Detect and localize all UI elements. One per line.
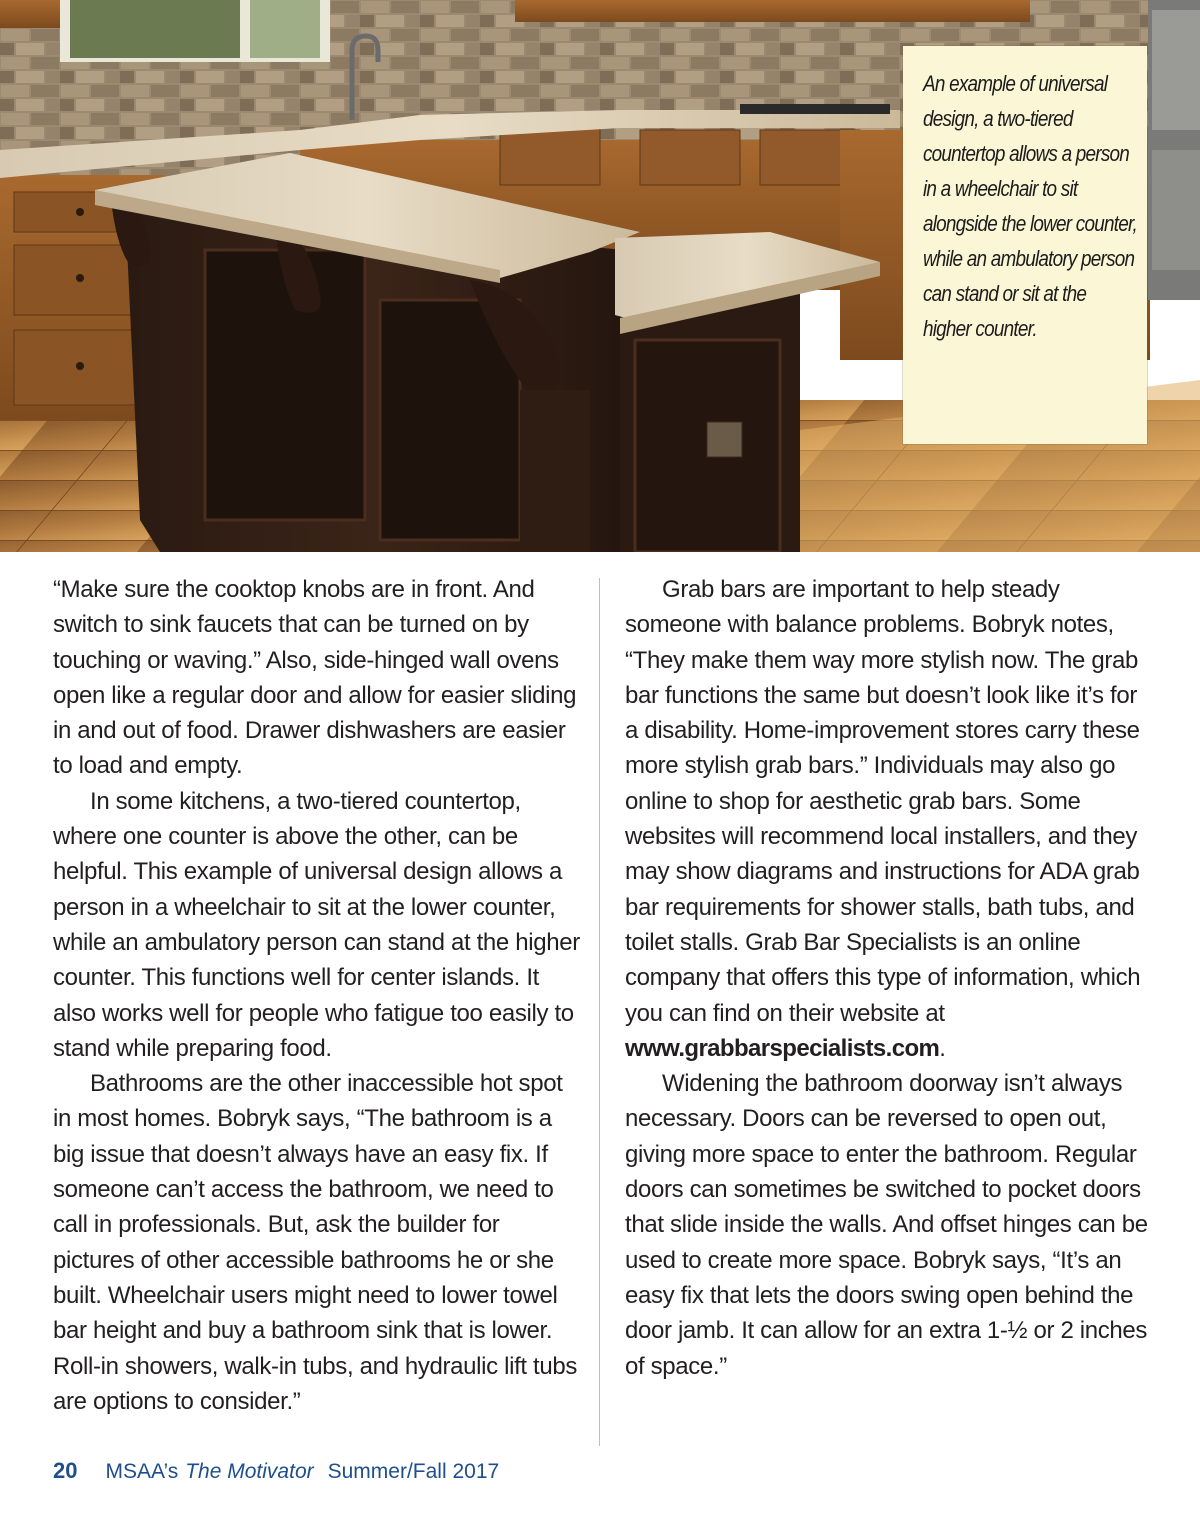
- paragraph: Bathrooms are the other inaccessible hot spot in most homes. Bobryk says, “The bathroom is a big issue that doesn’t always have an easy fix. If someone can’t access the bathroom, we need to call in professionals. But, ask the builder for pictures of other accessible bathrooms he or she built. Wheelchair users might need to lower towel bar height and buy a bathroom sink that is lower. Roll-in showers, walk-in tubs, and hydraulic lift tubs are options to consider.”: [53, 1070, 577, 1415]
- article-right-column: [625, 572, 1150, 1384]
- publisher-name: MSAA’s: [105, 1460, 179, 1483]
- photo-caption: An example of universal design, a two-tiered countertop allows a person in a wheelchair to sit alongside the lower counter, while an ambulatory person can stand or sit at the higher counter.: [923, 71, 1137, 341]
- column-divider: [599, 578, 600, 1446]
- page-number: 20: [53, 1458, 78, 1483]
- magazine-title: The Motivator: [185, 1460, 314, 1483]
- website-link[interactable]: www.grabbarspecialists.com: [625, 1034, 940, 1062]
- paragraph: [625, 572, 1150, 1066]
- paragraph-text: Grab bars are important to help steady someone with balance problems. Bobryk notes, “They make them way more stylish now. The grab bar functions the same but doesn’t look like it’s for a disability. Home-improvement stores carry these more stylish grab bars.” Individuals may also go online to shop for aesthetic grab bars. Some websites will recommend local installers, and they may show diagrams and instructions for ADA grab bar requirements for shower stalls, bath tubs, and toilet stalls. Grab Bar Specialists is an online company that offers this type of information, which you can find on their website at: [625, 576, 1141, 1027]
- paragraph: “Make sure the cooktop knobs are in front. And switch to sink faucets that can be turned on by touching or waving.” Also, side-hinged wall ovens open like a regular door and allow for easier sliding in and out of food. Drawer dishwashers are easier to load and empty.: [53, 576, 577, 780]
- kitchen-photo: [0, 0, 1200, 552]
- paragraph: In some kitchens, a two-tiered countertop, where one counter is above the other, can be helpful. This example of universal design allows a person in a wheelchair to sit at the lower counter, while an ambulatory person can stand at the higher counter. This functions well for center islands. It also works well for people who fatigue too easily to stand while preparing food.: [53, 787, 580, 1062]
- page-footer: [53, 1458, 499, 1484]
- paragraph-end: .: [939, 1034, 946, 1062]
- article-left-column: [53, 572, 583, 1419]
- paragraph: Widening the bathroom doorway isn’t always necessary. Doors can be reversed to open out, giving more space to enter the bathroom. Regular doors can sometimes be switched to pocket doors that slide inside the walls. And offset hinges can be used to create more space. Bobryk says, “It’s an easy fix that lets the doors swing open behind the door jamb. It can allow for an extra 1-½ or 2 inches of space.”: [625, 1070, 1148, 1380]
- issue-label: Summer/Fall 2017: [327, 1460, 500, 1483]
- photo-caption-box: [903, 46, 1147, 444]
